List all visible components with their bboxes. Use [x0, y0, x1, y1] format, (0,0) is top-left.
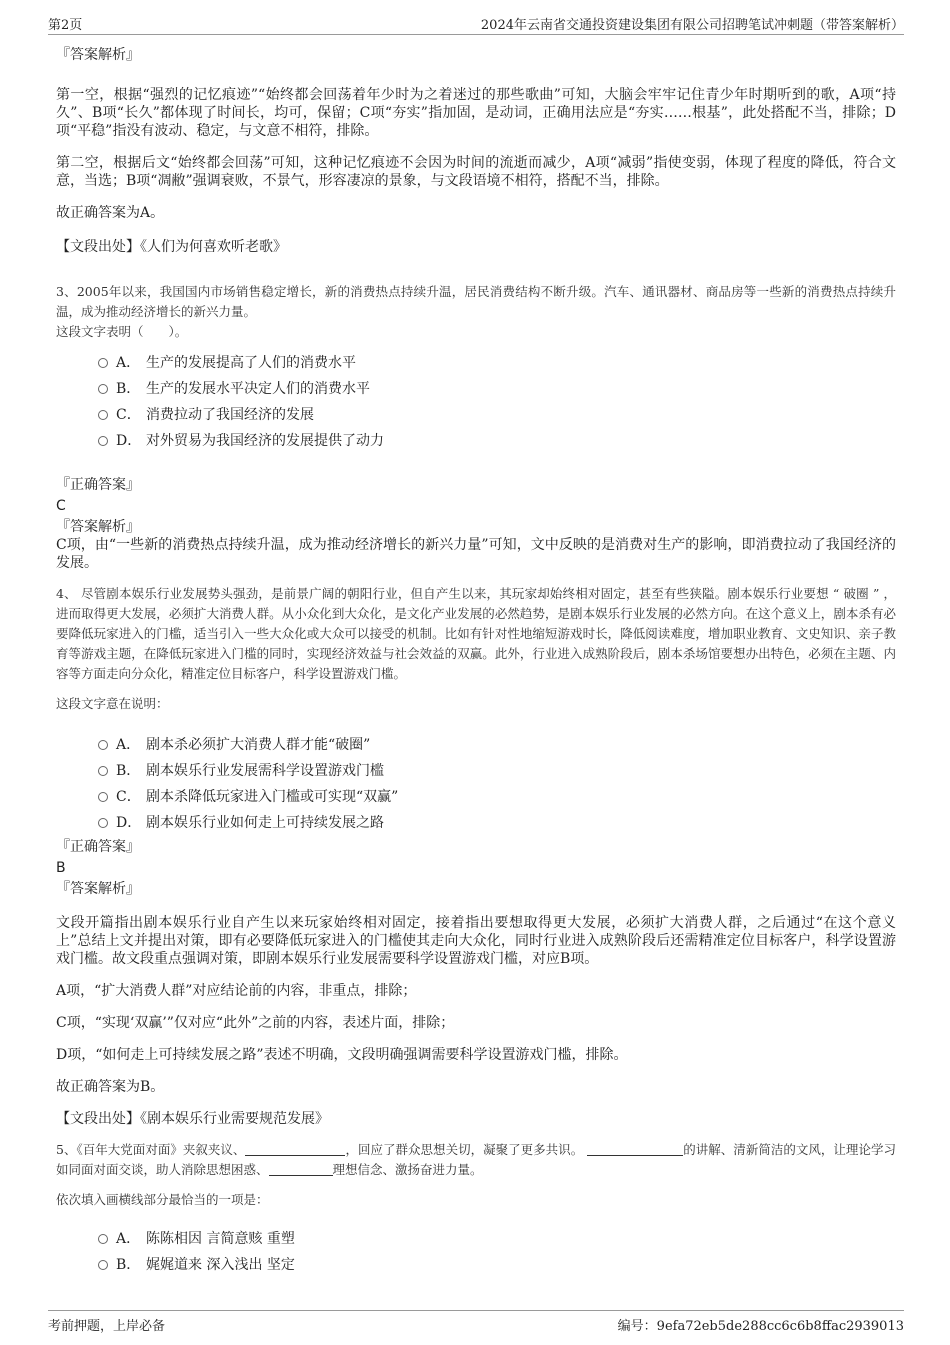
document-id: 编号：9efa72eb5de288cc6c6b8ffac2939013: [617, 1319, 904, 1334]
q4-prompt: 这段文字意在说明：: [56, 696, 169, 711]
q4-option-d[interactable]: D． 剧本娱乐行业如何走上可持续发展之路: [98, 810, 896, 836]
radio-icon[interactable]: [98, 410, 108, 420]
q5-prompt: 依次填入画横线部分最恰当的一项是：: [56, 1192, 269, 1207]
q3-option-d[interactable]: D． 对外贸易为我国经济的发展提供了动力: [98, 428, 896, 454]
radio-icon[interactable]: [98, 384, 108, 394]
page-number: 第2页: [48, 18, 83, 33]
document-body: [56, 46, 896, 1278]
blank-3: [269, 1162, 333, 1176]
q4-stem: 4、 尽管剧本娱乐行业发展势头强劲，是前景广阔的朝阳行业，但自产生以来，其玩家却始终相对固定，甚至有些狭隘。剧本娱乐行业要想 “ 破圈 ” ，进而取得更大发展，必须扩大消费人群。从小众化到大众化，是文化产业发展的必然趋势，是剧本娱乐行业发展的必然方向。在这个意义上，剧本杀有必要降低玩家进入的门槛，适当引入一些大众化或大众可以接受的机制。比如有针对性地缩短游戏时长，降低阅读难度，增加职业教育、文史知识、亲子教育等游戏主题，在降低玩家进入门槛的同时，实现经济效益与社会效益的双赢。此外，行业进入成熟阶段后，剧本杀场馆要想办出特色，必须在主题、内容等方面走向分众化，精准定位目标客户，科学设置游戏门槛。: [56, 586, 896, 681]
q4-analysis-paragraph-1: 文段开篇指出剧本娱乐行业自产生以来玩家始终相对固定，接着指出要想取得更大发展，必须扩大消费人群，之后通过“在这个意义上”总结上文并提出对策，即有必要降低玩家进入的门槛使其走向大众化，同时行业进入成熟阶段后还需精准定位目标客户，科学设置游戏门槛。故文段重点强调对策，即剧本娱乐行业发展需要科学设置游戏门槛，对应B项。: [56, 915, 896, 967]
q5-stem: 5、《百年大党面对面》夹叙夹议、 ，回应了群众思想关切，凝聚了更多共识。 的讲解、清新简洁的文风，让理论学习如同面对面交谈，助人消除思想困惑、 理想信念、激扬奋进力量。: [56, 1142, 896, 1177]
blank-2: [587, 1142, 683, 1156]
q4-option-b[interactable]: B． 剧本娱乐行业发展需科学设置游戏门槛: [98, 758, 896, 784]
radio-icon[interactable]: [98, 792, 108, 802]
radio-icon[interactable]: [98, 436, 108, 446]
q4-conclusion: 故正确答案为B。: [56, 1079, 165, 1095]
q3-answer: C: [56, 498, 66, 514]
q4-options: [98, 732, 896, 836]
footer-slogan: 考前押题，上岸必备: [48, 1319, 166, 1334]
blank-1: [245, 1142, 345, 1156]
document-title: 2024年云南省交通投资建设集团有限公司招聘笔试冲刺题（带答案解析）: [480, 18, 904, 33]
q2-analysis-paragraph-1: 第一空，根据“强烈的记忆痕迹”“始终都会回荡着年少时为之着迷过的那些歌曲”可知，大脑会牢牢记住青少年时期听到的歌，A项“持久”、B项“长久”都体现了时间长，均可，保留；C项“夯实”指加固，是动词，正确用法应是“夯实……根基”，此处搭配不当，排除；D项“平稳”指没有波动、稳定，与文意不相符，排除。: [56, 87, 896, 139]
page-header: [48, 12, 904, 35]
q4-option-c[interactable]: C． 剧本杀降低玩家进入门槛或可实现“双赢”: [98, 784, 896, 810]
q4-option-a[interactable]: A． 剧本杀必须扩大消费人群才能“破圈”: [98, 732, 896, 758]
q3-option-a[interactable]: A． 生产的发展提高了人们的消费水平: [98, 350, 896, 376]
q2-analysis-label: 『答案解析』: [56, 47, 140, 63]
q4-analysis-paragraph-4: D项，“如何走上可持续发展之路”表述不明确，文段明确强调需要科学设置游戏门槛，排除。: [56, 1047, 628, 1063]
q3-option-c[interactable]: C． 消费拉动了我国经济的发展: [98, 402, 896, 428]
q3-option-b[interactable]: B． 生产的发展水平决定人们的消费水平: [98, 376, 896, 402]
page-footer: [48, 1310, 904, 1335]
q3-analysis: C项，由“一些新的消费热点持续升温，成为推动经济增长的新兴力量”可知，文中反映的是消费对生产的影响，即消费拉动了我国经济的发展。: [56, 537, 896, 571]
q3-answer-label: 『正确答案』: [56, 477, 140, 493]
q5-option-b[interactable]: B． 娓娓道来 深入浅出 坚定: [98, 1252, 896, 1278]
radio-icon[interactable]: [98, 818, 108, 828]
q4-analysis-paragraph-2: A项，“扩大消费人群”对应结论前的内容，非重点，排除；: [56, 983, 417, 999]
q4-analysis-label: 『答案解析』: [56, 881, 140, 897]
radio-icon[interactable]: [98, 358, 108, 368]
radio-icon[interactable]: [98, 766, 108, 776]
q3-options: [98, 350, 896, 454]
q3-analysis-label: 『答案解析』: [56, 519, 140, 535]
q2-conclusion: 故正确答案为A。: [56, 205, 165, 221]
q4-answer-label: 『正确答案』: [56, 839, 140, 855]
radio-icon[interactable]: [98, 740, 108, 750]
q3-prompt: 这段文字表明（ ）。: [56, 324, 188, 339]
radio-icon[interactable]: [98, 1260, 108, 1270]
q4-answer: B: [56, 860, 66, 876]
q2-analysis-paragraph-2: 第二空，根据后文“始终都会回荡”可知，这种记忆痕迹不会因为时间的流逝而减少，A项“减弱”指使变弱，体现了程度的降低，符合文意，当选；B项“凋敝”强调衰败，不景气，形容凄凉的景象，与文段语境不相符，搭配不当，排除。: [56, 155, 896, 189]
radio-icon[interactable]: [98, 1234, 108, 1244]
q2-source: 【文段出处】《人们为何喜欢听老歌》: [56, 239, 287, 255]
q4-analysis-paragraph-3: C项，“实现‘双赢’”仅对应“此外”之前的内容，表述片面，排除；: [56, 1015, 455, 1031]
q5-options: [98, 1226, 896, 1278]
q4-source: 【文段出处】《剧本娱乐行业需要规范发展》: [56, 1111, 329, 1127]
q5-option-a[interactable]: A． 陈陈相因 言简意赅 重塑: [98, 1226, 896, 1252]
q3-stem: 3、2005年以来，我国国内市场销售稳定增长，新的消费热点持续升温，居民消费结构不断升级。汽车、通讯器材、商品房等一些新的消费热点持续升温，成为推动经济增长的新兴力量。: [56, 284, 896, 319]
